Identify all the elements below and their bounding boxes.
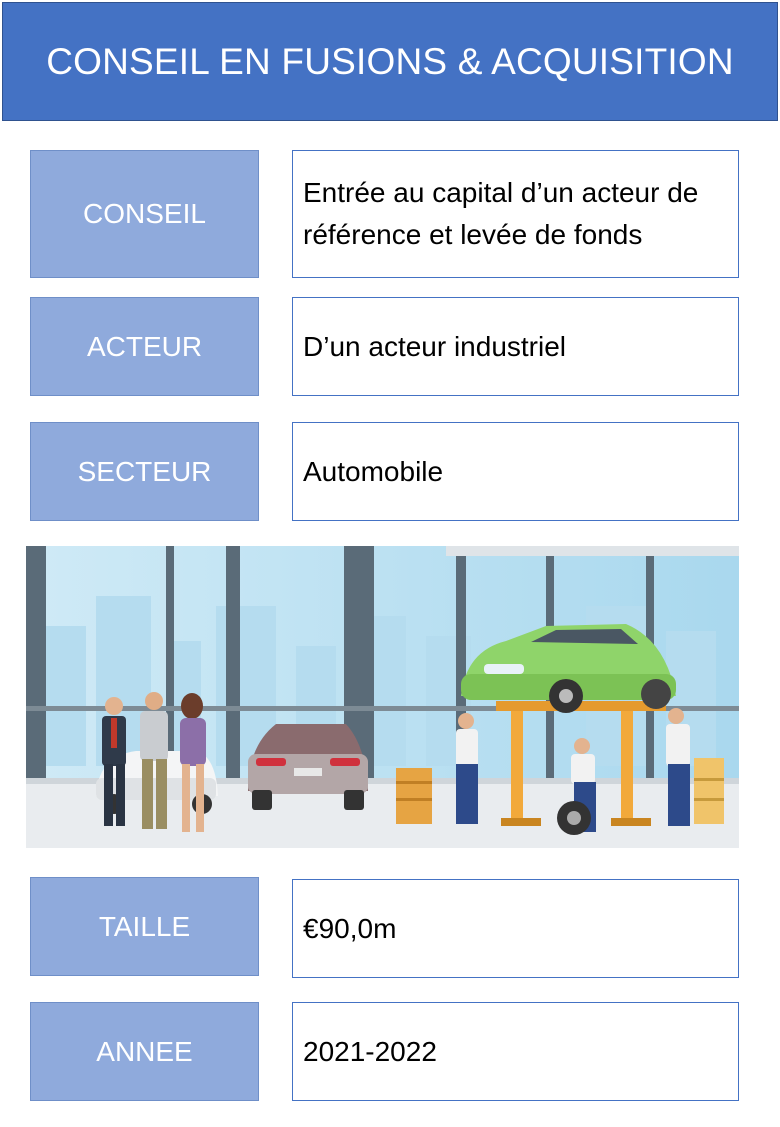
label-secteur: SECTEUR bbox=[30, 422, 259, 521]
value-taille: €90,0m bbox=[292, 879, 739, 978]
page-title: CONSEIL EN FUSIONS & ACQUISITION bbox=[2, 2, 778, 121]
value-annee: 2021-2022 bbox=[292, 1002, 739, 1101]
label-acteur: ACTEUR bbox=[30, 297, 259, 396]
label-taille: TAILLE bbox=[30, 877, 259, 976]
value-acteur: D’un acteur industriel bbox=[292, 297, 739, 396]
label-conseil: CONSEIL bbox=[30, 150, 259, 278]
value-conseil: Entrée au capital d’un acteur de référence et levée de fonds bbox=[292, 150, 739, 278]
garage-illustration bbox=[26, 546, 739, 848]
label-annee: ANNEE bbox=[30, 1002, 259, 1101]
value-secteur: Automobile bbox=[292, 422, 739, 521]
